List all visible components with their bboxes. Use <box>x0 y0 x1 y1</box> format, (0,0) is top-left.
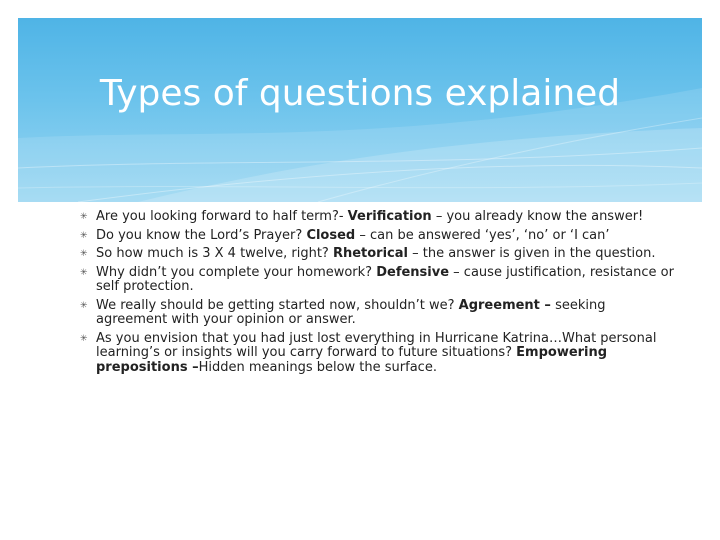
bullet-star-icon: ✳ <box>80 300 88 311</box>
question-type-label: Closed <box>306 227 356 243</box>
bullet-star-icon: ✳ <box>80 333 88 344</box>
bullet-item-verification <box>80 210 680 225</box>
question-type-label: Verification <box>347 209 432 224</box>
bullet-rest-text: seeking agreement with your opinion or answer. <box>96 297 606 327</box>
bullet-star-icon: ✳ <box>80 212 88 222</box>
slide-body <box>80 210 680 379</box>
bullet-item-agreement <box>80 299 680 328</box>
bullet-star-icon: ✳ <box>80 267 88 278</box>
bullet-item-closed <box>80 229 680 244</box>
bullet-star-icon: ✳ <box>80 230 88 241</box>
bullet-lead-text: Why didn’t you complete your homework? <box>96 264 377 280</box>
bullet-rest-text: – can be answered ‘yes’, ‘no’ or ‘I can’ <box>355 227 610 243</box>
bullet-rest-text: Hidden meanings below the surface. <box>198 359 437 375</box>
bullet-star-icon: ✳ <box>80 249 88 259</box>
question-type-label: Empowering prepositions – <box>96 345 608 375</box>
bullet-lead-text: Do you know the Lord’s Prayer? <box>96 227 307 243</box>
slide-title: Types of questions explained <box>99 73 621 114</box>
bullet-lead-text: We really should be getting started now, shouldn’t we? <box>96 297 459 313</box>
bullet-rest-text: – you already know the answer! <box>431 209 644 224</box>
bullet-lead-text: Are you looking forward to half term?- <box>96 209 348 224</box>
bullet-rest-text: – cause justification, resistance or self protection. <box>96 264 674 294</box>
title-banner <box>18 18 702 202</box>
bullet-list <box>80 210 680 375</box>
bullet-lead-text: As you envision that you had just lost everything in Hurricane Katrina…What personal learning’s or insights will you carry forward to future situations? <box>96 330 657 360</box>
bullet-item-defensive <box>80 266 680 295</box>
bullet-item-rhetorical <box>80 247 680 262</box>
question-type-label: Defensive <box>376 264 450 280</box>
bullet-item-empowering <box>80 332 680 376</box>
bullet-lead-text: So how much is 3 X 4 twelve, right? <box>96 246 333 261</box>
question-type-label: Rhetorical <box>332 246 408 261</box>
question-type-label: Agreement – <box>458 297 551 313</box>
bullet-rest-text: – the answer is given in the question. <box>407 246 656 261</box>
